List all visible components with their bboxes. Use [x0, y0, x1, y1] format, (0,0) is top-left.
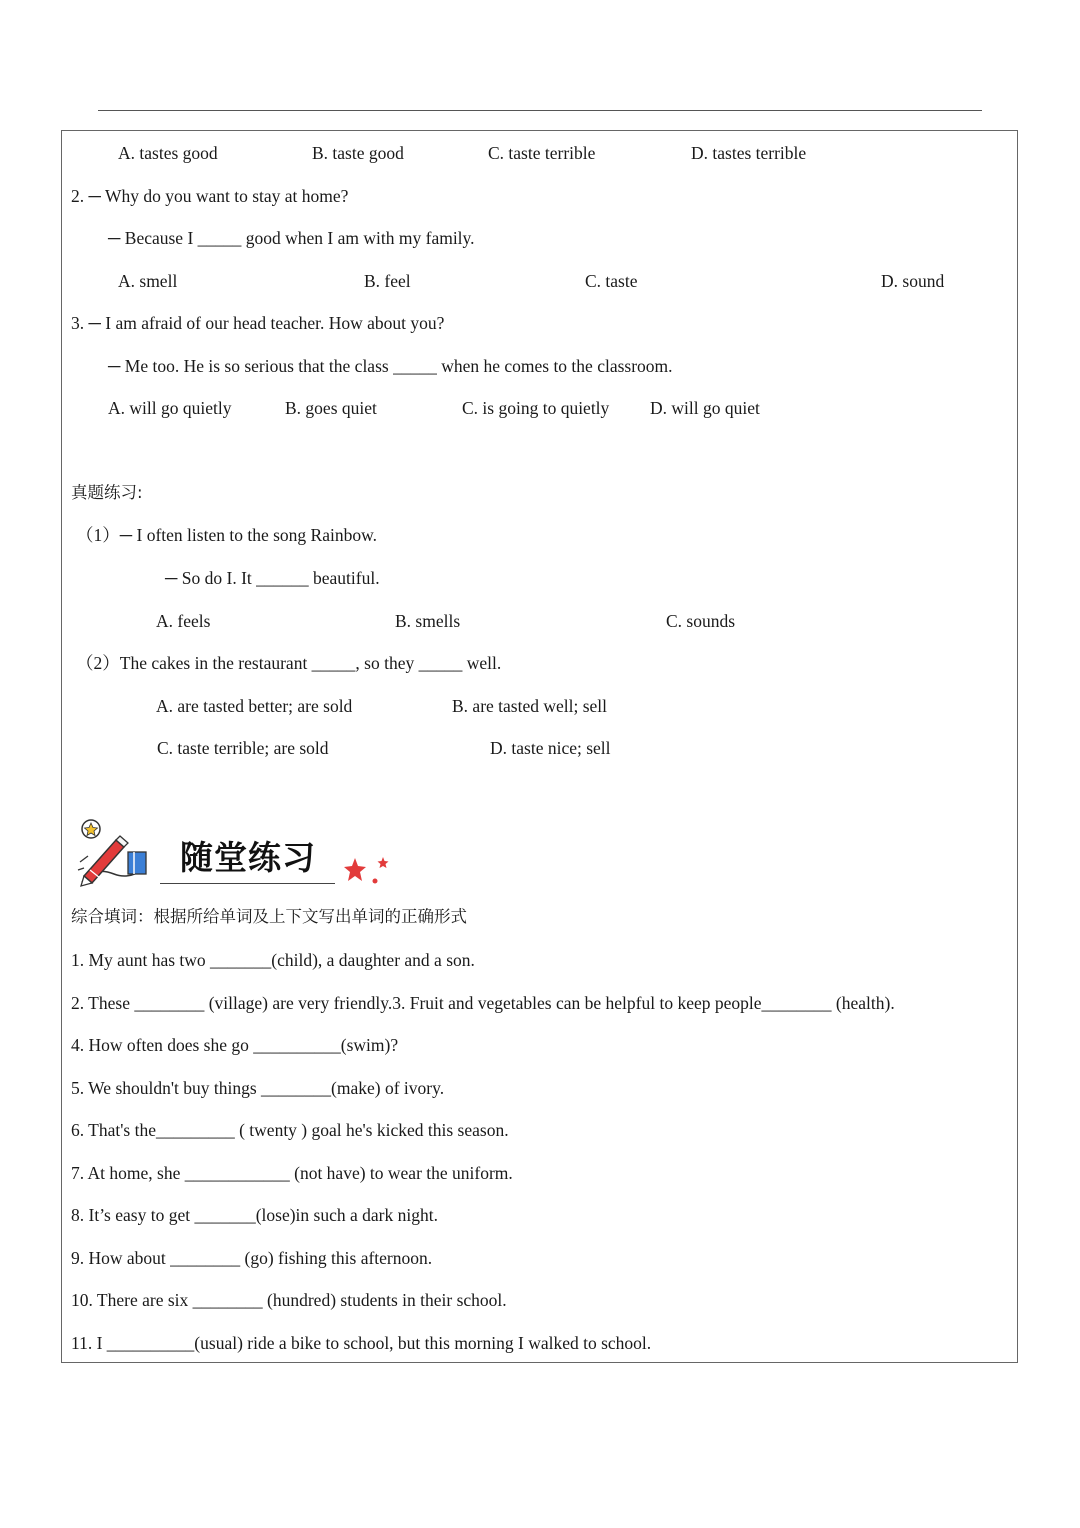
rp2-option-a: A. are tasted better; are sold	[156, 696, 353, 716]
q3-option-b: B. goes quiet	[285, 398, 377, 418]
q2-option-c: C. taste	[585, 271, 638, 291]
q1-option-c: C. taste terrible	[488, 143, 596, 163]
q3-option-c: C. is going to quietly	[462, 398, 610, 418]
rp2-stem: （2）The cakes in the restaurant _____, so they _____ well.	[76, 653, 502, 673]
fill-item-6: 6. That's the_________ ( twenty ) goal he's kicked this season.	[71, 1120, 509, 1140]
rp2-option-c: C. taste terrible; are sold	[157, 738, 329, 758]
header-rule	[98, 110, 982, 111]
q3-option-a: A. will go quietly	[108, 398, 232, 418]
fill-item-2: 2. These ________ (village) are very friendly.3. Fruit and vegetables can be helpful to keep people________ (health).	[71, 993, 895, 1013]
pen-notebook-icon	[74, 816, 154, 890]
section-instruction: 综合填词：根据所给单词及上下文写出单词的正确形式	[71, 907, 467, 926]
fill-item-9: 9. How about ________ (go) fishing this afternoon.	[71, 1248, 433, 1268]
rp1-option-b: B. smells	[395, 611, 461, 631]
q3-reply: ─ Me too. He is so serious that the class _____ when he comes to the classroom.	[108, 356, 673, 376]
fill-item-10: 10. There are six ________ (hundred) students in their school.	[71, 1290, 507, 1310]
q2-option-a: A. smell	[118, 271, 178, 291]
q2-option-b: B. feel	[364, 271, 411, 291]
q2-reply: ─ Because I _____ good when I am with my family.	[108, 228, 475, 248]
rp1-option-a: A. feels	[156, 611, 211, 631]
q1-option-d: D. tastes terrible	[691, 143, 807, 163]
q1-option-a: A. tastes good	[118, 143, 218, 163]
rp1-reply: ─ So do I. It ______ beautiful.	[165, 568, 380, 588]
rp2-option-b: B. are tasted well; sell	[452, 696, 608, 716]
rp2-option-d: D. taste nice; sell	[490, 738, 611, 758]
star-decoration-icon	[342, 852, 392, 888]
fill-item-5: 5. We shouldn't buy things ________(make) of ivory.	[71, 1078, 445, 1098]
rp1-stem: （1）─ I often listen to the song Rainbow.	[76, 525, 377, 545]
real-practice-heading: 真题练习:	[71, 483, 143, 502]
q2-option-d: D. sound	[881, 271, 945, 291]
rp1-option-c: C. sounds	[666, 611, 736, 631]
q3-option-d: D. will go quiet	[650, 398, 760, 418]
fill-item-7: 7. At home, she ____________ (not have) to wear the uniform.	[71, 1163, 513, 1183]
fill-item-11: 11. I __________(usual) ride a bike to school, but this morning I walked to school.	[71, 1333, 652, 1353]
section-title-underline	[160, 883, 335, 884]
q1-option-b: B. taste good	[312, 143, 404, 163]
fill-item-1: 1. My aunt has two _______(child), a daughter and a son.	[71, 950, 475, 970]
q3-stem: 3. ─ I am afraid of our head teacher. How about you?	[71, 313, 445, 333]
section-title: 随堂练习	[180, 838, 316, 877]
fill-item-8: 8. It’s easy to get _______(lose)in such a dark night.	[71, 1205, 438, 1225]
fill-item-4: 4. How often does she go __________(swim)?	[71, 1035, 399, 1055]
q2-stem: 2. ─ Why do you want to stay at home?	[71, 186, 349, 206]
